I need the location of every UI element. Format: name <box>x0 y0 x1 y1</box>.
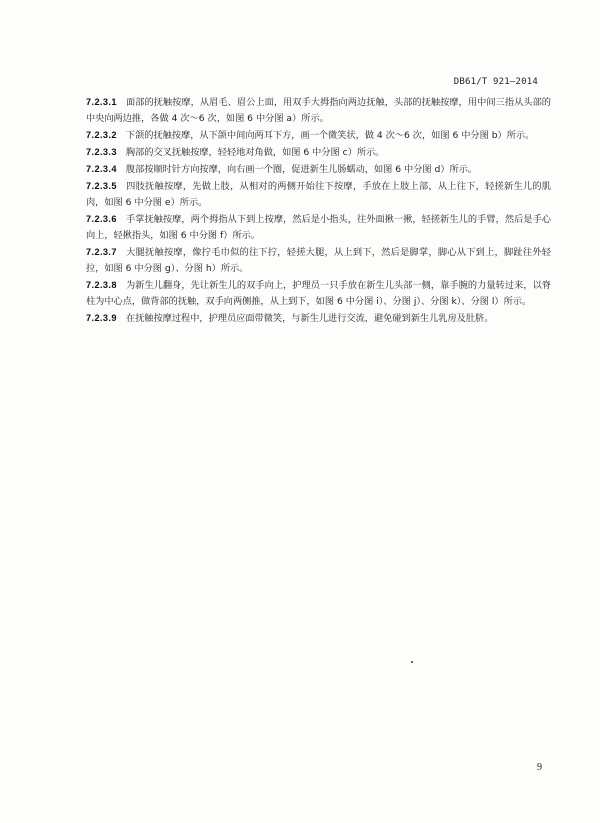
clause-text: 手掌抚触按摩，两个拇指从下到上按摩，然后是小指头，往外面揪一揪，轻搓新生儿的手臂，然后是手心向上，轻揪指头，如图 6 中分图 f）所示。 <box>86 214 551 241</box>
clause-7-2-3-8 <box>86 277 551 310</box>
clause-7-2-3-4 <box>86 161 551 178</box>
clause-7-2-3-5 <box>86 178 551 211</box>
clause-text: 为新生儿翻身，先让新生儿的双手向上，护理员一只手放在新生儿头部一侧，靠手腕的力量转过来，以脊柱为中心点，做背部的抚触，双手向两侧推，从上到下，如图 6 中分图 i）、分图 j）、分图 k）、分图 l）所示。 <box>86 280 551 307</box>
clause-number: 7.2.3.9 <box>86 313 117 323</box>
clause-text: 腹部按顺时针方向按摩，向右画一个圈，促进新生儿肠蠕动，如图 6 中分图 d）所示。 <box>125 164 478 175</box>
clause-7-2-3-7 <box>86 244 551 277</box>
clause-number: 7.2.3.7 <box>86 247 117 257</box>
clause-7-2-3-3 <box>86 144 551 161</box>
clause-number: 7.2.3.8 <box>86 280 117 290</box>
clause-text: 胸部的交叉抚触按摩，轻轻地对角做，如图 6 中分图 c）所示。 <box>125 147 385 158</box>
clause-text: 下颌的抚触按摩，从下颌中间向两耳下方，画一个微笑状，做 4 次～6 次，如图 6 中分图 b）所示。 <box>125 130 535 141</box>
page-number: 9 <box>537 762 542 773</box>
page-body <box>86 94 551 327</box>
clause-text: 在抚触按摩过程中，护理员应面带微笑，与新生儿进行交流，避免碰到新生儿乳房及肚脐。 <box>125 313 494 324</box>
clause-7-2-3-2 <box>86 127 551 144</box>
clause-text: 面部的抚触按摩，从眉毛、眉公上面，用双手大拇指向两边抚触，头部的抚触按摩，用中间三指从头部的中央向两边推，各做 4 次～6 次，如图 6 中分图 a）所示。 <box>86 97 551 124</box>
clause-number: 7.2.3.6 <box>86 214 117 224</box>
clause-text: 四肢抚触按摩，先做上肢，从相对的两侧开始往下按摩，手放在上肢上部，从上往下，轻搓新生儿的肌肉，如图 6 中分图 e）所示。 <box>86 181 551 208</box>
clause-7-2-3-1 <box>86 94 551 127</box>
clause-number: 7.2.3.4 <box>86 164 117 174</box>
clause-7-2-3-6 <box>86 211 551 244</box>
clause-number: 7.2.3.3 <box>86 147 117 157</box>
clause-number: 7.2.3.1 <box>86 97 117 107</box>
clause-number: 7.2.3.2 <box>86 130 117 140</box>
clause-number: 7.2.3.5 <box>86 181 117 191</box>
clause-7-2-3-9 <box>86 310 551 327</box>
scan-speck <box>411 661 413 663</box>
clause-text: 大腿抚触按摩，像拧毛巾似的往下拧，轻搓大腿，从上到下，然后是脚掌，脚心从下到上，脚趾往外轻拉，如图 6 中分图 g）、分图 h）所示。 <box>86 247 551 274</box>
standard-code: DB61/T 921—2014 <box>453 77 538 87</box>
